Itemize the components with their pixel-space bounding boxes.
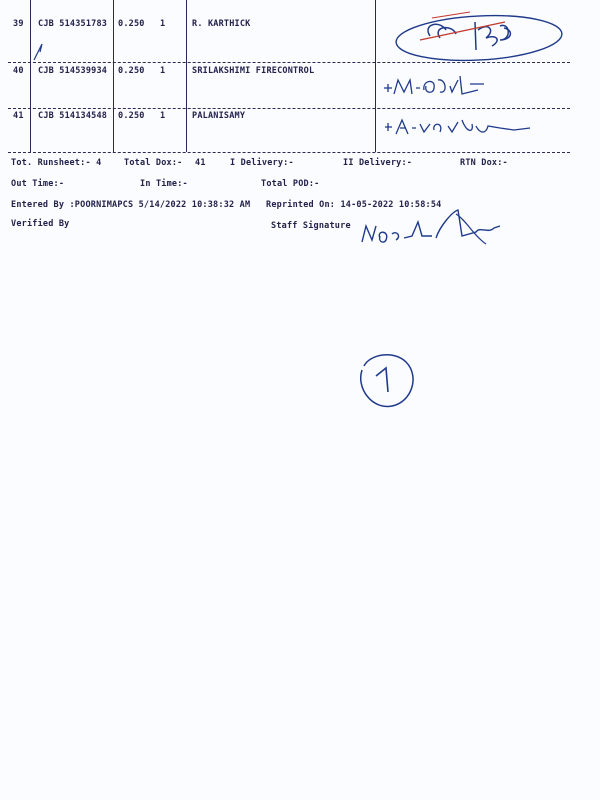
row-pieces: 1 xyxy=(160,66,166,76)
row41-handwritten-note xyxy=(385,120,530,134)
row40-handwritten-note xyxy=(384,76,484,94)
row-awb: CJB 514134548 xyxy=(38,111,108,121)
out-time: Out Time:- xyxy=(11,179,65,189)
row-pieces: 1 xyxy=(160,111,166,121)
column-divider xyxy=(30,0,31,152)
row-consignee: R. KARTHICK xyxy=(192,19,251,29)
total-dox-label: Total Dox:- xyxy=(124,158,183,168)
staff-signature-ink xyxy=(362,210,500,244)
entered-by: Entered By :POORNIMAPCS 5/14/2022 10:38:32 AM xyxy=(11,200,251,210)
total-dox-value: 41 xyxy=(195,158,206,168)
i-delivery: I Delivery:- xyxy=(230,158,294,168)
column-divider xyxy=(186,0,187,152)
row-sno: 39 xyxy=(13,19,24,29)
reprinted-on: Reprinted On: 14-05-2022 10:58:54 xyxy=(266,200,442,210)
total-pod: Total POD:- xyxy=(261,179,320,189)
row-weight: 0.250 xyxy=(118,111,145,121)
tick-mark xyxy=(34,44,42,60)
row-separator xyxy=(8,152,570,153)
row-weight: 0.250 xyxy=(118,19,145,29)
row-separator xyxy=(8,108,570,109)
ii-delivery: II Delivery:- xyxy=(343,158,413,168)
row-awb: CJB 514539934 xyxy=(38,66,108,76)
row-sno: 40 xyxy=(13,66,24,76)
row-awb: CJB 514351783 xyxy=(38,19,108,29)
row-consignee: SRILAKSHIMI FIRECONTROL xyxy=(192,66,315,76)
circled-page-mark xyxy=(361,355,413,407)
staff-signature-label: Staff Signature xyxy=(271,221,351,231)
column-divider xyxy=(375,0,376,152)
column-divider xyxy=(113,0,114,152)
row-sno: 41 xyxy=(13,111,24,121)
tot-runsheet: Tot. Runsheet:- 4 xyxy=(11,158,102,168)
delivery-stamp-oval xyxy=(395,12,563,65)
rtn-dox: RTN Dox:- xyxy=(460,158,508,168)
in-time: In Time:- xyxy=(140,179,188,189)
row-weight: 0.250 xyxy=(118,66,145,76)
verified-by: Verified By xyxy=(11,219,70,229)
row-separator xyxy=(8,62,570,63)
row-pieces: 1 xyxy=(160,19,166,29)
row-consignee: PALANISAMY xyxy=(192,111,246,121)
